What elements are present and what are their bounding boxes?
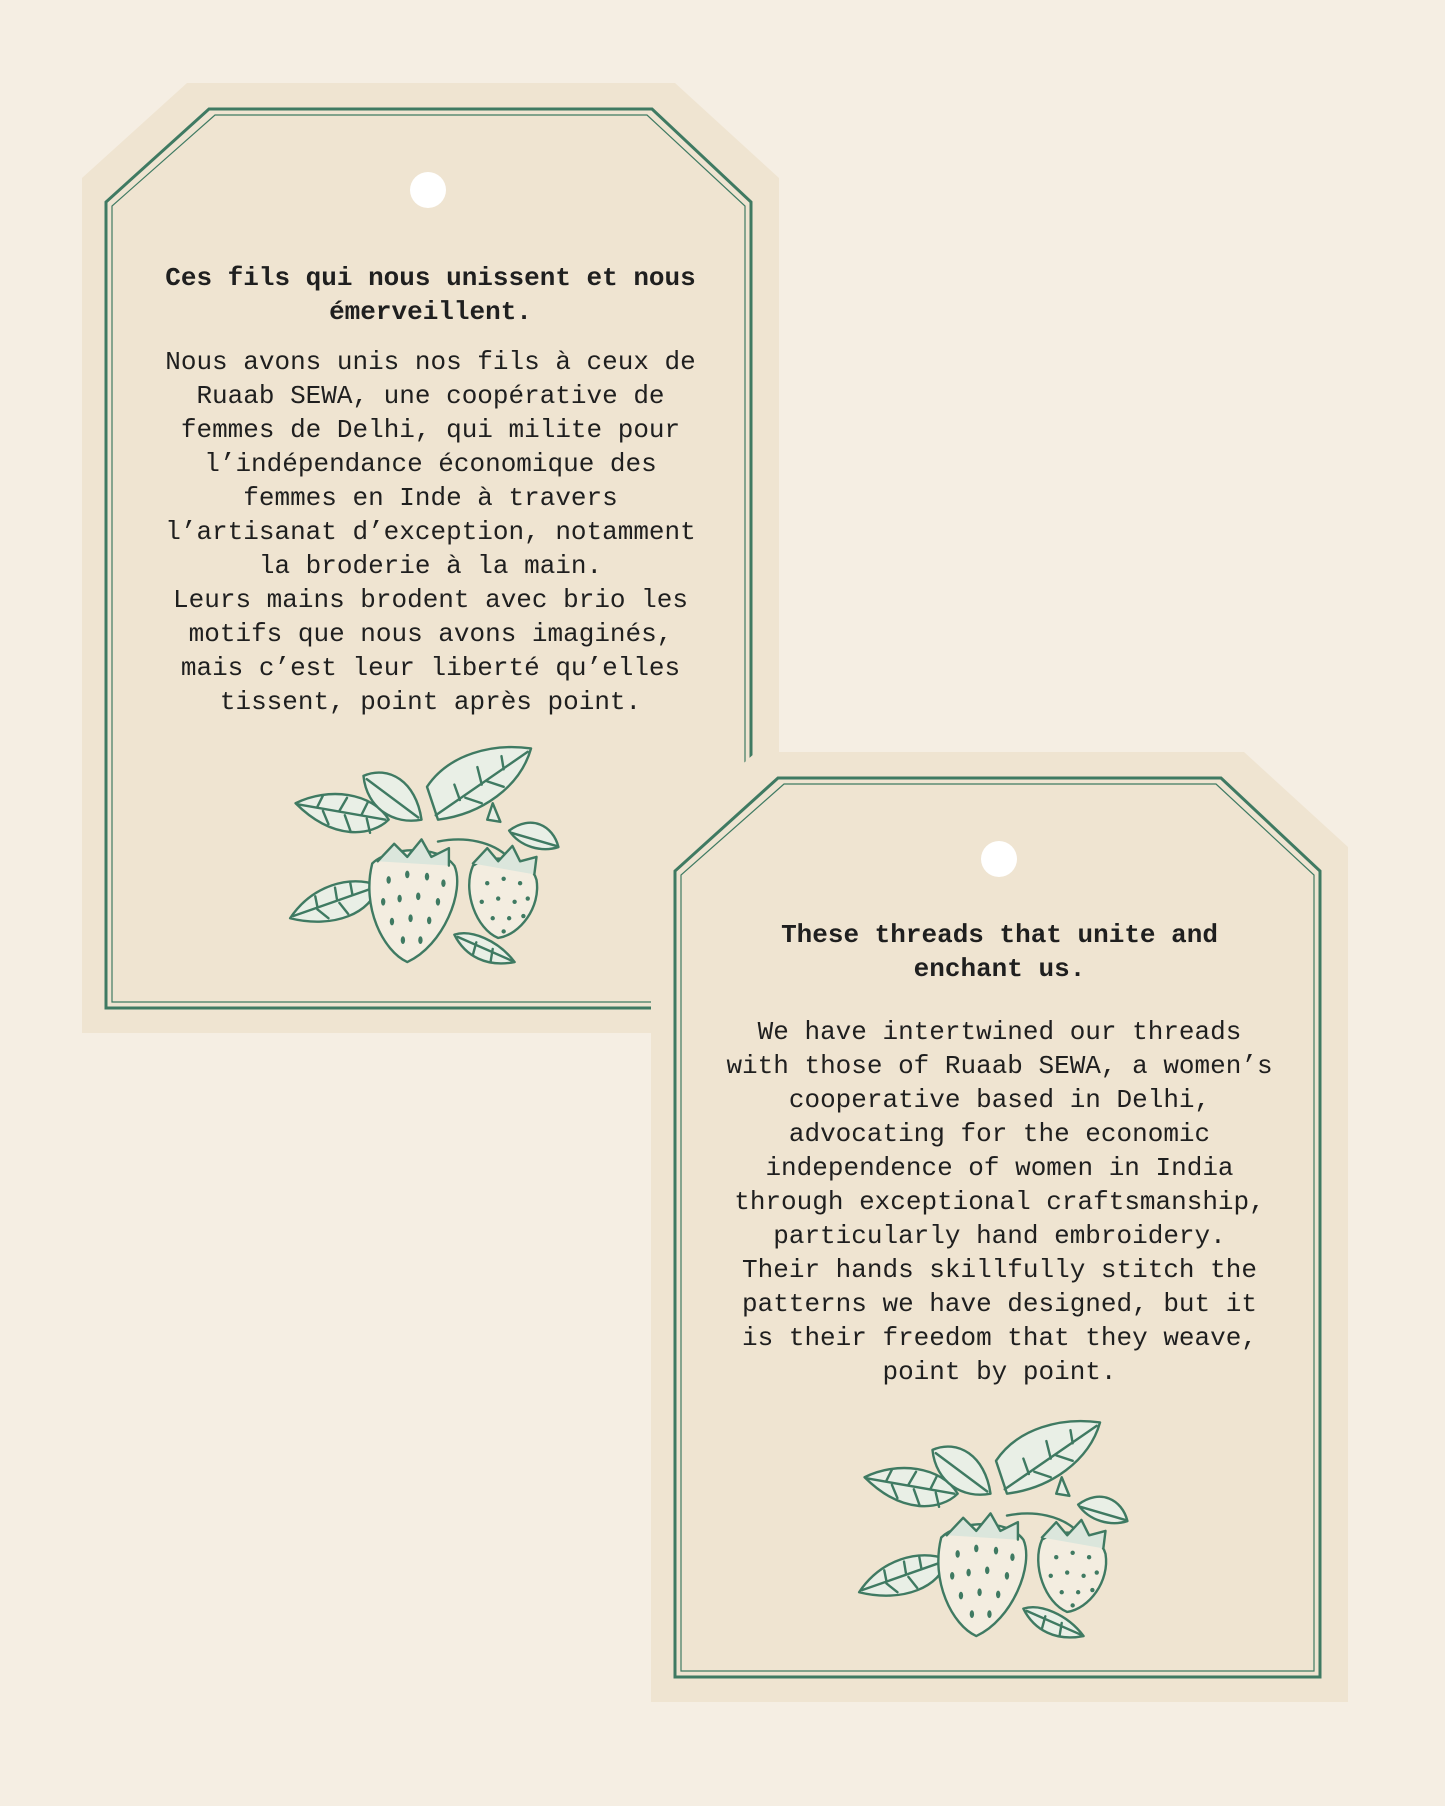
- tag-hole: [981, 841, 1017, 877]
- strawberry-branch-icon: [846, 1417, 1146, 1647]
- tag-french-content: [122, 261, 739, 719]
- tag-french-body: Nous avons unis nos fils à ceux de Ruaab SEWA, une coopérative de femmes de Delhi, qui milite pour l’indépendance économique des femmes en Inde à travers l’artisanat d’exception, notamment la broderie à la main. Leurs mains brodent avec brio les motifs que nous avons imaginés, mais c’est leur liberté qu’elles tissent, point après point.: [165, 347, 696, 717]
- tag-english-body: We have intertwined our threads with those of Ruaab SEWA, a women’s cooperative based in Delhi, advocating for the economic independence of women in India through exceptional craftsmanship, particularly hand embroidery. Their hands skillfully stitch the patterns we have designed, but it is their freedom that they weave, point by point.: [726, 1017, 1273, 1387]
- tag-french-title: Ces fils qui nous unissent et nous émerveillent.: [165, 263, 696, 327]
- tag-hole: [410, 172, 446, 208]
- strawberry-branch-icon: [277, 743, 577, 973]
- tag-english-title: These threads that unite and enchant us.: [781, 920, 1218, 984]
- tag-english: [651, 752, 1348, 1702]
- tag-english-content: [691, 918, 1308, 1389]
